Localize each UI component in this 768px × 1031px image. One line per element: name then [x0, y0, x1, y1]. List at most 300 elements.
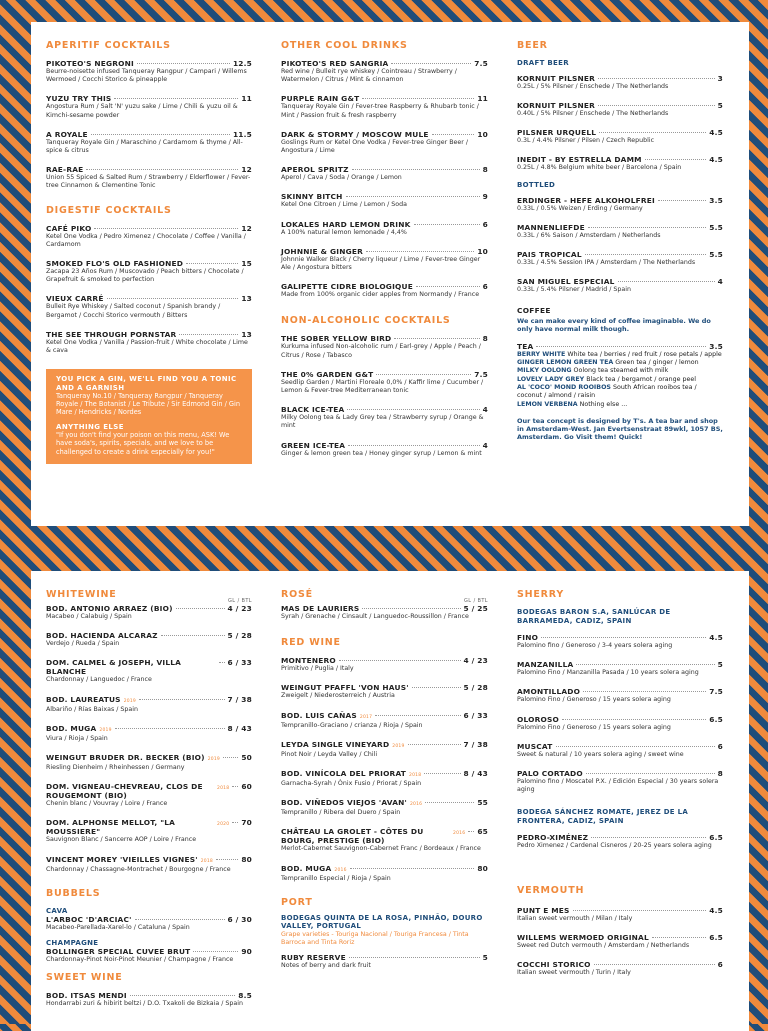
item-row	[517, 742, 723, 751]
item-name: SMOKED FLO'S OLD FASHIONED	[46, 259, 184, 269]
item-description: Pedro Ximenez / Cardenal Cisneros / 20-25 years solera aging	[517, 842, 712, 850]
dot-leader	[348, 445, 479, 446]
menu-item	[517, 277, 723, 294]
item-description: 0.33L / 0.5% Weizen / Erding / Germany	[517, 204, 643, 212]
item-description: Chardonnay / Languedoc / France	[46, 676, 152, 684]
menu-item	[281, 769, 488, 788]
item-price: 8.5	[238, 991, 252, 1001]
menu-item	[281, 94, 488, 119]
menu-item	[517, 633, 723, 650]
item-price: 7.5	[474, 59, 488, 68]
promo-gin-list: Tanqueray No.10 / Tanqueray Rangpur / Tanqueray Royale / The Botanist / Le Tribute / Sir Edmond Gin / Gin Mare / Hendricks / Nordes	[56, 391, 241, 417]
menu-item	[46, 165, 252, 190]
item-name: MUSCAT	[517, 741, 553, 751]
item-price: 65	[477, 827, 488, 837]
vintage-year: 2016	[453, 831, 466, 837]
item-description: Pinot Noir / Leyda Valley / Chili	[281, 750, 378, 758]
item-row	[46, 224, 252, 233]
item-name: PAIS TROPICAL	[517, 250, 582, 260]
dot-leader	[161, 635, 225, 636]
item-price: 12	[241, 223, 252, 233]
dot-leader	[232, 786, 238, 787]
item-price: 15	[241, 259, 252, 269]
menu-item	[46, 818, 252, 844]
menu-item	[281, 165, 488, 182]
dot-leader	[562, 719, 706, 720]
glass-bottle-header: GL / BTL	[228, 598, 252, 604]
item-row	[281, 130, 488, 139]
dot-leader	[130, 995, 235, 996]
dot-leader	[349, 957, 480, 958]
menu-item	[517, 250, 723, 267]
dot-leader	[366, 251, 474, 252]
menu-item	[281, 711, 488, 730]
item-name: RAE-RAE	[46, 165, 84, 175]
item-price: 4	[482, 405, 488, 415]
section-title-bubbels: BUBBELS	[46, 887, 101, 899]
item-row	[517, 277, 723, 286]
item-description: Garnacha-Syrah / Ònix Fusio / Priorat / Spain	[281, 780, 422, 788]
menu-item	[46, 695, 252, 714]
bottled-beer-list	[517, 196, 723, 295]
sherry-list-2	[517, 833, 723, 850]
dot-leader	[412, 687, 461, 688]
menu-item	[46, 330, 252, 355]
vintage-year: 2016	[409, 802, 423, 808]
item-description: Ketel One Citroen / Lime / Lemon / Soda	[281, 201, 407, 209]
item-description: Union 55 Spiced & Salted Rum / Strawberry / Elderflower / Fever-tree Cinnamon & Clementine Tonic	[46, 174, 251, 190]
sherry-list-1	[517, 633, 723, 794]
sherry-producer-2: BODEGA SÁNCHEZ ROMATE, JEREZ DE LA FRONTERA, CADIZ, SPAIN	[517, 808, 689, 825]
item-name: RUBY RESERVE	[281, 953, 346, 963]
item-row	[517, 633, 723, 642]
dot-leader	[556, 746, 715, 747]
tea-variety-desc: Green tea / ginger / lemon	[613, 359, 699, 367]
dot-leader	[347, 409, 479, 410]
menu-item	[46, 991, 252, 1008]
item-name: PIKOTEO'S NEGRONI	[46, 59, 134, 68]
dot-leader	[652, 937, 706, 938]
item-description: Viura / Rioja / Spain	[46, 734, 108, 742]
section-title-other: OTHER COOL DRINKS	[281, 40, 408, 51]
glass-bottle-header-rose: GL / BTL	[464, 598, 488, 604]
menu-item	[281, 953, 488, 970]
cava-item: L'ARBOC 'D'ARCIAC' 6 / 30 Macabeo-Parellada-Xarel-lo / Cataluna / Spain	[46, 915, 252, 932]
item-price: 6	[482, 219, 488, 229]
item-price: 4.5	[709, 127, 723, 137]
item-name: INEDIT - BY ESTRELLA DAMM	[517, 155, 642, 165]
menu-item	[517, 74, 723, 91]
item-name: BOD. ANTONIO ARRAEZ (BIO)	[46, 604, 173, 613]
dot-leader	[618, 281, 715, 282]
item-name: WEINGUT BRUDER DR. BECKER (BIO)	[46, 753, 205, 763]
item-price: 5.5	[709, 250, 723, 260]
item-price: 6.5	[709, 932, 723, 942]
vintage-year: 2019	[207, 757, 220, 763]
item-price: 4.5	[709, 155, 723, 165]
item-row	[517, 660, 723, 669]
item-price: 6.5	[709, 833, 723, 843]
item-row	[46, 818, 252, 836]
menu-item	[281, 247, 488, 272]
item-name: BOD. LUIS CAÑAS	[281, 710, 357, 720]
dot-leader	[583, 691, 706, 692]
dot-leader	[573, 910, 707, 911]
dot-leader	[599, 132, 706, 133]
item-row	[281, 220, 488, 229]
item-name: BOD. ITSAS MENDI	[46, 991, 127, 1001]
item-description: Ginger & lemon green tea / Honey ginger syrup / Lemon & mint	[281, 449, 482, 457]
column-cocktails	[46, 22, 252, 464]
tea-variety-name: LOVELY LADY GREY	[517, 375, 585, 383]
menu-item	[281, 827, 488, 853]
dot-leader	[588, 227, 706, 228]
item-row	[281, 827, 488, 845]
tea-variety	[517, 359, 723, 367]
section-title-digestif: DIGESTIF COCKTAILS	[46, 204, 172, 216]
dot-leader	[86, 169, 238, 170]
item-price: 5	[717, 100, 723, 110]
item-name: FINO	[517, 633, 539, 642]
item-name: THE SOBER YELLOW BIRD	[281, 334, 392, 344]
dot-leader	[219, 662, 225, 663]
item-name: VIEUX CARRÉ	[46, 294, 104, 304]
item-price: 4.5	[709, 905, 723, 915]
item-name: BOD. MUGA	[46, 723, 97, 733]
menu-item	[46, 224, 252, 249]
item-price: 6	[717, 960, 723, 970]
item-price: 5 / 28	[227, 631, 252, 641]
tea-variety-desc: Nothing else ...	[577, 400, 628, 408]
item-name: BOD. MUGA	[281, 863, 332, 873]
item-row	[281, 683, 488, 692]
tea-variety-desc: Black tea / bergamot / orange peel	[584, 375, 697, 383]
menu-item	[281, 334, 488, 359]
item-price: 12	[241, 165, 252, 175]
item-name: WILLEMS WERMOED ORIGINAL	[517, 932, 649, 942]
item-price: 6.5	[709, 714, 723, 724]
item-name: JOHNNIE & GINGER	[281, 246, 363, 256]
menu-item	[281, 798, 488, 817]
dot-leader	[586, 773, 715, 774]
menu-item	[517, 769, 723, 794]
menu-item	[517, 223, 723, 240]
menu-item	[281, 405, 488, 430]
item-description: Bulleit Rye Whiskey / Salted coconut / Spanish brandy / Bergamot / Cocchi Storico vermouth / Bitters	[46, 303, 221, 319]
dot-leader	[137, 63, 230, 64]
item-row	[281, 370, 488, 379]
item-description: A 100% natural lemon lemonade / 4,4%	[281, 228, 407, 236]
tea-variety-desc: South African rooibos tea / coconut / almond / raisin	[517, 383, 697, 400]
item-price: 7.5	[474, 369, 488, 379]
tea-note: Our tea concept is designed by T's. A tea bar and shop in Amsterdam-West. Jan Evertsenstraat 89wkl, 1057 BS, Amsterdam. Go Visit them! Quick!	[517, 416, 723, 442]
item-row	[46, 165, 252, 174]
item-row	[517, 101, 723, 110]
dot-leader	[176, 608, 225, 609]
item-name: COCCHI STORICO	[517, 960, 591, 970]
item-name: MAS DE LAURIERS	[281, 604, 360, 613]
item-row	[517, 715, 723, 724]
menu-item	[46, 59, 252, 84]
item-description: Notes of berry and dark fruit	[281, 962, 371, 970]
item-price: 5 / 28	[463, 683, 488, 693]
item-name: APEROL SPRITZ	[281, 165, 349, 175]
item-name: PURPLE RAIN G&T	[281, 94, 360, 104]
item-description: Merlot-Cabernet Sauvignon-Cabernet Franc / Bordeaux / France	[281, 845, 481, 853]
item-row	[46, 695, 252, 706]
item-description: Primitivo / Puglia / Italy	[281, 665, 354, 673]
item-name: THE SEE THROUGH PORNSTAR	[46, 329, 177, 339]
dot-leader	[598, 78, 715, 79]
rose-list	[281, 604, 488, 621]
item-row	[517, 906, 723, 915]
dot-leader	[594, 964, 715, 965]
item-row	[281, 604, 488, 613]
item-price: 70	[241, 818, 252, 828]
tea-variety-desc: White tea / berries / red fruit / rose petals / apple	[565, 350, 722, 358]
item-row	[46, 724, 252, 735]
item-name: BOD. VIÑEDOS VIEJOS 'AVAN'	[281, 798, 407, 808]
item-row	[281, 334, 488, 343]
dot-leader	[416, 286, 480, 287]
menu-item	[281, 59, 488, 84]
item-row	[46, 294, 252, 303]
section-title-aperitif: APERITIF COCKTAILS	[46, 40, 171, 51]
vintage-year: 2016	[334, 867, 347, 873]
item-name: PILSNER URQUELL	[517, 127, 597, 137]
dot-leader	[352, 169, 480, 170]
item-description: Italian sweet vermouth / Turin / Italy	[517, 969, 631, 977]
item-description: Sweet & natural / 10 years solera aging / sweet wine	[517, 750, 684, 758]
item-description: Tempranillo-Graciano / crianza / Rioja / Spain	[281, 721, 423, 729]
item-description: 0.33L / 5.4% Pilsner / Madrid / Spain	[517, 286, 632, 294]
bottom-menu-panel	[31, 571, 749, 1031]
menu-item	[281, 683, 488, 700]
item-name: BOD. HACIENDA ALCARAZ	[46, 631, 158, 641]
item-price: 80	[477, 863, 488, 873]
item-description: Tanqueray Royale Gin / Fever-tree Raspberry & Rhubarb tonic / Mint / Passion fruit & fresh raspberry	[281, 103, 479, 119]
item-description: Syrah / Grenache / Cinsault / Languedoc-Roussillon / France	[281, 613, 469, 620]
menu-item	[281, 656, 488, 673]
item-description: Kurkuma infused Non-alcoholic rum / Earl-grey / Apple / Peach / Citrus / Rose / Tabasco	[281, 343, 481, 359]
item-row	[281, 94, 488, 103]
item-description: 0.25L / 4.8% Belgium white beer / Barcelona / Spain	[517, 164, 682, 172]
tea-variety	[517, 351, 723, 359]
item-name: BOD. LAUREATUS	[46, 694, 121, 704]
section-title-whitewine: WHITEWINE	[46, 589, 117, 600]
item-description: Sweet red Dutch vermouth / Amsterdam / Netherlands	[517, 941, 690, 949]
item-description: Ketel One Vodka / Pedro Ximenez / Chocolate / Coffee / Vanilla / Cardamom	[46, 232, 246, 248]
item-name: KORNUIT PILSNER	[517, 100, 596, 110]
item-description: 0.40L / 5% Pilsner / Enschede / The Netherlands	[517, 109, 669, 117]
item-price: 60	[241, 782, 252, 792]
dot-leader	[658, 200, 706, 201]
item-row	[281, 165, 488, 174]
item-row	[517, 74, 723, 83]
dot-leader	[186, 263, 238, 264]
item-row	[281, 769, 488, 780]
dot-leader	[424, 773, 460, 774]
vermouth-list	[517, 906, 723, 978]
item-row	[46, 59, 252, 68]
menu-item	[46, 658, 252, 684]
item-description: Johnnie Walker Black / Cherry liqueur / Lime / Fever-tree Ginger Ale / Angostura bitters	[281, 255, 481, 272]
tea-name: TEA	[517, 341, 534, 351]
item-row	[46, 991, 252, 1000]
item-description: Goslings Rum or Ketel One Vodka / Fever-tree Ginger Beer / Angostura / Lime	[281, 138, 468, 155]
item-price: 13	[241, 329, 252, 339]
redwine-list	[281, 656, 488, 883]
menu-item	[517, 196, 723, 213]
item-name: MONTENERO	[281, 656, 336, 666]
dot-leader	[179, 334, 238, 335]
item-price: 3.5	[709, 195, 723, 205]
whitewine-list	[46, 604, 252, 874]
section-title-redwine: RED WINE	[281, 637, 341, 649]
section-title-sherry: SHERRY	[517, 589, 565, 600]
item-price: 9	[482, 192, 488, 202]
item-description: 0.33L / 6% Saison / Amsterdam / Netherlands	[517, 232, 661, 240]
item-price: 5.5	[709, 223, 723, 233]
item-description: Hondarrabi zuri & hibirit beltzi / D.O. Txakoli de Bizkaia / Spain	[46, 1000, 243, 1008]
item-row	[281, 59, 488, 68]
item-description: Albariño / Rías Baixas / Spain	[46, 705, 138, 713]
tea-variety-desc: Oolong tea steamed with milk	[571, 367, 669, 375]
menu-item	[281, 282, 488, 299]
item-description: Angostura Rum / Salt 'N' yuzu sake / Lime / Chili & yuzu oil & Kimchi-sesame powder	[46, 103, 238, 119]
item-price: 6	[482, 282, 488, 292]
section-title-port: PORT	[281, 896, 313, 908]
tea-variety-name: GINGER LEMON GREEN TEA	[517, 359, 614, 367]
item-row	[281, 656, 488, 665]
item-description: Macabeo / Calabuig / Spain	[46, 613, 132, 620]
dot-leader	[414, 224, 480, 225]
item-name: KORNUIT PILSNER	[517, 73, 596, 83]
column-white-bubbels	[46, 571, 252, 1008]
item-description: Zacapa 23 Años Rum / Muscovado / Peach bitters / Chocolate / Grapefruit & smoked to perfection	[46, 268, 244, 284]
item-row	[517, 155, 723, 164]
item-row	[281, 282, 488, 291]
vintage-year: 2018	[409, 773, 422, 779]
dot-leader	[91, 134, 230, 135]
dot-leader	[223, 757, 238, 758]
item-name: ERDINGER - HEFE ALKOHOLFREI	[517, 195, 655, 205]
item-row	[281, 192, 488, 201]
dot-leader	[94, 228, 238, 229]
menu-item	[46, 855, 252, 874]
item-name: PIKOTEO'S RED SANGRIA	[281, 59, 389, 68]
digestif-list	[46, 224, 252, 356]
item-name: LOKALES HARD LEMON DRINK	[281, 219, 411, 229]
item-description: Tempranillo / Ribera del Duero / Spain	[281, 809, 401, 817]
dot-leader	[425, 802, 474, 803]
item-name: CHÂTEAU LA GROLET - CÔTES DU BOURG, PRESTIGE (BIO)	[281, 827, 424, 846]
item-price: 7 / 38	[463, 739, 488, 749]
menu-item	[281, 220, 488, 237]
item-row	[281, 441, 488, 450]
item-price: 11	[477, 94, 488, 104]
item-price: 10	[477, 129, 488, 139]
port-producer: BODEGAS QUINTA DE LA ROSA, PINHÃO, DOURO VALLEY, PORTUGAL	[281, 913, 483, 931]
item-name: DOM. ALPHONSE MELLOT, "LA MOUSSIERE"	[46, 818, 176, 837]
subsection-cava: CAVA	[46, 906, 68, 915]
item-price: 5	[717, 660, 723, 670]
item-description: Made from 100% organic cider apples from Normandy / France	[281, 291, 480, 299]
item-row	[281, 864, 488, 875]
item-description: Palomino Fino / Manzanilla Pasada / 10 years solera aging	[517, 669, 699, 677]
item-price: 3	[717, 73, 723, 83]
dot-leader	[376, 374, 471, 375]
item-row	[517, 933, 723, 942]
item-row	[517, 960, 723, 969]
dot-leader	[598, 105, 715, 106]
item-description: Riesling Dienheim / Rheinhessen / Germany	[46, 764, 185, 772]
item-price: 5 / 25	[463, 604, 488, 613]
item-description: Sauvignon Blanc / Sancerre AOP / Loire / France	[46, 836, 197, 844]
tea-variety-name: LEMON VERBENA	[517, 400, 578, 408]
vintage-year: 2017	[359, 714, 373, 720]
item-name: MANZANILLA	[517, 660, 574, 670]
subsection-bottled: BOTTLED	[517, 181, 556, 190]
item-price: 13	[241, 294, 252, 304]
vintage-year: 2019	[123, 698, 136, 704]
vintage-year: 2020	[217, 822, 230, 828]
section-title-vermouth: VERMOUTH	[517, 884, 585, 896]
item-price: 7.5	[709, 687, 723, 697]
item-price: 7 / 38	[227, 694, 252, 704]
item-row	[517, 128, 723, 137]
dot-leader	[362, 98, 474, 99]
draft-beer-list	[517, 74, 723, 173]
dot-leader	[339, 660, 461, 661]
item-price: 11.5	[232, 129, 252, 139]
item-row	[46, 130, 252, 139]
item-row	[281, 740, 488, 751]
item-price: 4.5	[709, 633, 723, 642]
promo-anything-else-text: "If you don't find your poison on this menu, ASK! We have soda's, spirits, specials, and we love to be challenged to create a drink especially for you!"	[56, 431, 230, 456]
item-description: Ketel One Vodka / Vanilla / Passion-fruit / White chocolate / Lime & cava	[46, 338, 248, 355]
item-row	[517, 250, 723, 259]
item-row	[517, 833, 723, 842]
item-price: 6 / 33	[463, 710, 488, 720]
port-grapes: Grape varieties - Touriga Nacional / Touriga Francesa / Tinta Barroca and Tinta Roriz	[281, 930, 469, 947]
champagne-item: BOLLINGER SPECIAL CUVEE BRUT 90 Chardonnay-Pinot Noir-Pinot Meunier / Champagne / France	[46, 947, 252, 964]
tea-variety-name: MILKY OOLONG	[517, 367, 572, 375]
other-drinks-list	[281, 59, 488, 299]
item-description: Tanqueray Royale Gin / Maraschino / Cardamom & thyme / All-spice & citrus	[46, 138, 243, 155]
dot-leader	[391, 63, 471, 64]
item-description: Italian sweet vermouth / Milan / Italy	[517, 914, 633, 922]
tea-variety	[517, 367, 723, 375]
dot-leader	[645, 159, 707, 160]
item-name: DOM. CALMEL & JOSEPH, VILLA BLANCHE	[46, 658, 182, 677]
menu-item	[46, 782, 252, 808]
tea-item	[517, 342, 723, 409]
column-sherry-vermouth	[517, 571, 723, 977]
item-description: Chenin blanc / Vouvray / Loire / France	[46, 800, 168, 808]
menu-item	[517, 960, 723, 977]
sherry-producer-1: BODEGAS BARON S.A, SANLÚCAR DE BARRAMEDA, CADIZ, SPAIN	[517, 608, 671, 625]
item-name: MANNENLIEFDE	[517, 223, 585, 233]
tea-variety-name: AL 'COCO' MOND ROOIBOS	[517, 383, 611, 391]
item-price: 8	[482, 165, 488, 175]
item-row	[517, 687, 723, 696]
item-name: VINCENT MOREY 'VIEILLES VIGNES'	[46, 854, 198, 864]
menu-item	[46, 94, 252, 119]
menu-item	[517, 715, 723, 732]
menu-item	[517, 833, 723, 850]
dot-leader	[394, 338, 479, 339]
